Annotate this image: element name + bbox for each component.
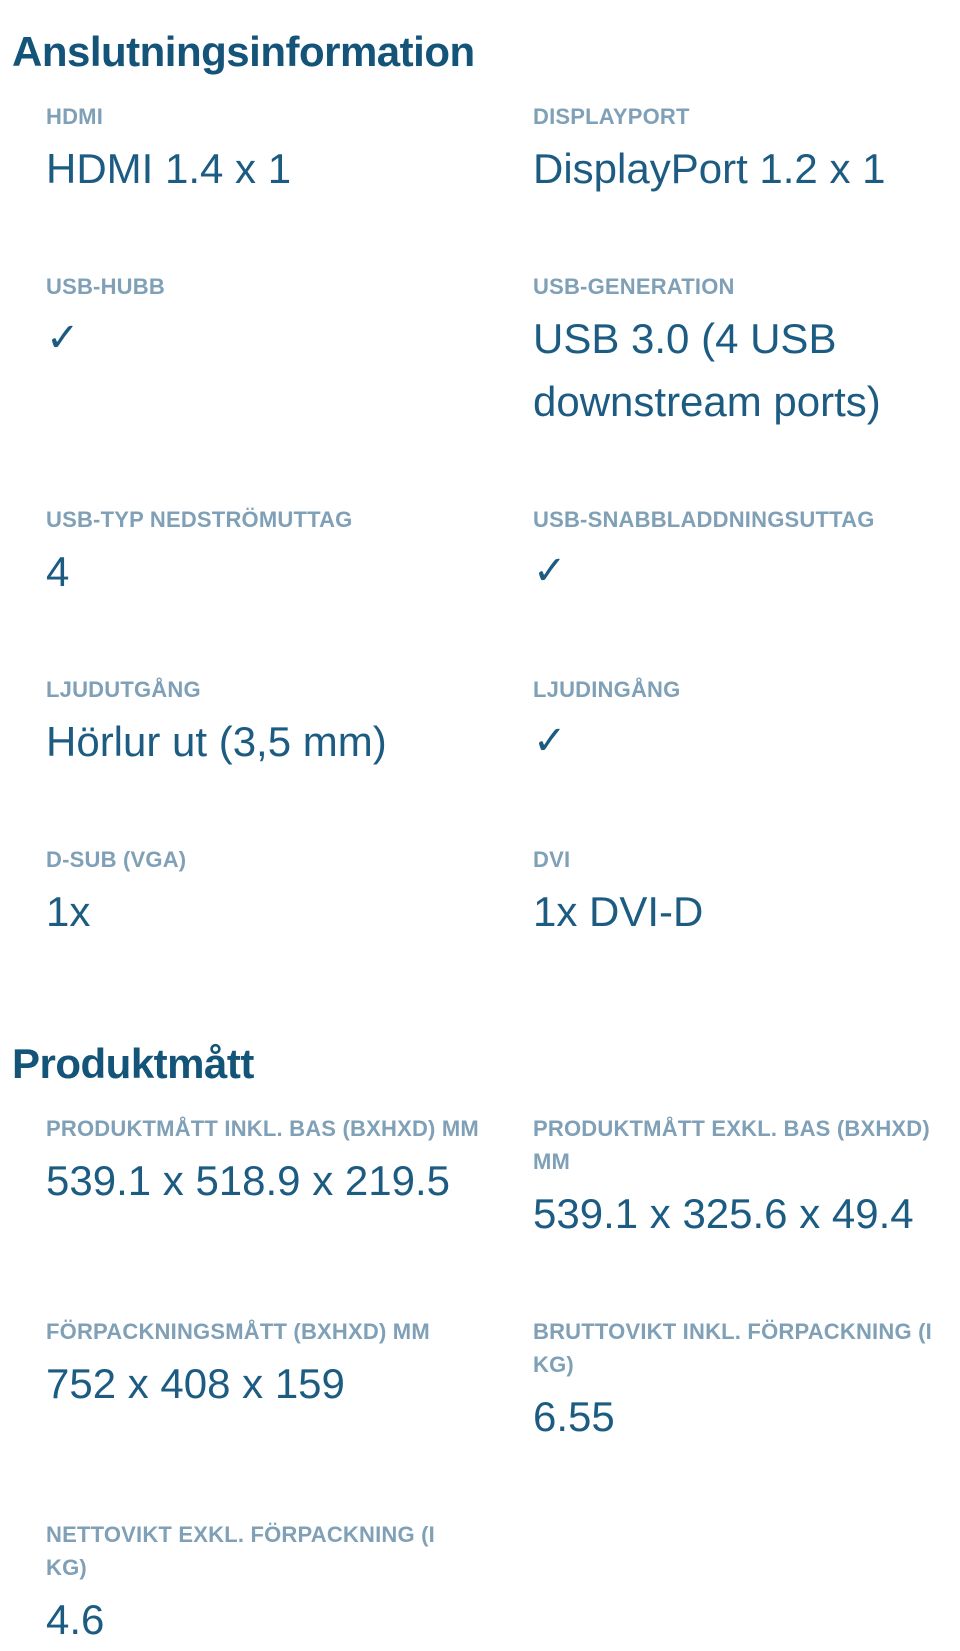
field-label: HDMI — [46, 104, 104, 129]
field-value: USB 3.0 (4 USB downstream ports) — [533, 315, 881, 425]
dimensions-spec-grid — [0, 1112, 960, 1651]
field-label: USB-TYP NEDSTRÖMUTTAG — [46, 507, 353, 532]
checkmark-icon: ✓ — [533, 719, 567, 763]
field-ljudutgang — [46, 673, 533, 773]
field-label: LJUDINGÅNG — [533, 677, 681, 702]
section-product-dimensions — [0, 1035, 960, 1651]
field-displayport — [533, 100, 960, 200]
field-usb-snabbladdningsuttag — [533, 503, 960, 603]
connection-spec-grid — [0, 100, 960, 943]
checkmark-icon: ✓ — [46, 316, 80, 360]
field-label: PRODUKTMÅTT INKL. BAS (BXHXD) MM — [46, 1116, 479, 1141]
field-label: NETTOVIKT EXKL. FÖRPACKNING (I KG) — [46, 1522, 435, 1580]
checkmark-icon: ✓ — [533, 549, 567, 593]
section-connection-info — [0, 23, 960, 943]
field-label: D-SUB (VGA) — [46, 847, 187, 872]
field-value: HDMI 1.4 x 1 — [46, 145, 292, 192]
field-dvi — [533, 843, 960, 943]
field-value: 539.1 x 518.9 x 219.5 — [46, 1157, 450, 1204]
field-d-sub-vga — [46, 843, 533, 943]
field-value: DisplayPort 1.2 x 1 — [533, 145, 886, 192]
field-value: 6.55 — [533, 1393, 615, 1440]
field-hdmi — [46, 100, 533, 200]
field-usb-generation — [533, 270, 960, 433]
field-value: 4 — [46, 548, 70, 595]
field-value: 4.6 — [46, 1596, 105, 1643]
field-forpackningsmatt — [46, 1315, 533, 1448]
field-usb-hubb — [46, 270, 533, 433]
field-usb-typ-nedstromuttag — [46, 503, 533, 603]
field-label: USB-SNABBLADDNINGSUTTAG — [533, 507, 875, 532]
field-label: DVI — [533, 847, 571, 872]
field-value: 539.1 x 325.6 x 49.4 — [533, 1190, 914, 1237]
field-value: 752 x 408 x 159 — [46, 1360, 345, 1407]
field-label: LJUDUTGÅNG — [46, 677, 201, 702]
field-produktmatt-exkl-bas — [533, 1112, 960, 1245]
field-bruttovikt — [533, 1315, 960, 1448]
field-value: Hörlur ut (3,5 mm) — [46, 718, 387, 765]
field-nettovikt — [46, 1518, 533, 1651]
section-title-connection-info: Anslutningsinformation — [12, 28, 475, 75]
field-value: 1x — [46, 888, 91, 935]
field-produktmatt-inkl-bas — [46, 1112, 533, 1245]
field-label: BRUTTOVIKT INKL. FÖRPACKNING (I KG) — [533, 1319, 932, 1377]
field-label: PRODUKTMÅTT EXKL. BAS (BXHXD) MM — [533, 1116, 930, 1174]
field-label: DISPLAYPORT — [533, 104, 690, 129]
field-label: USB-HUBB — [46, 274, 165, 299]
field-label: USB-GENERATION — [533, 274, 735, 299]
field-ljudingang — [533, 673, 960, 773]
section-title-product-dimensions: Produktmått — [12, 1040, 254, 1087]
field-label: FÖRPACKNINGSMÅTT (BXHXD) MM — [46, 1319, 430, 1344]
field-value: 1x DVI-D — [533, 888, 704, 935]
